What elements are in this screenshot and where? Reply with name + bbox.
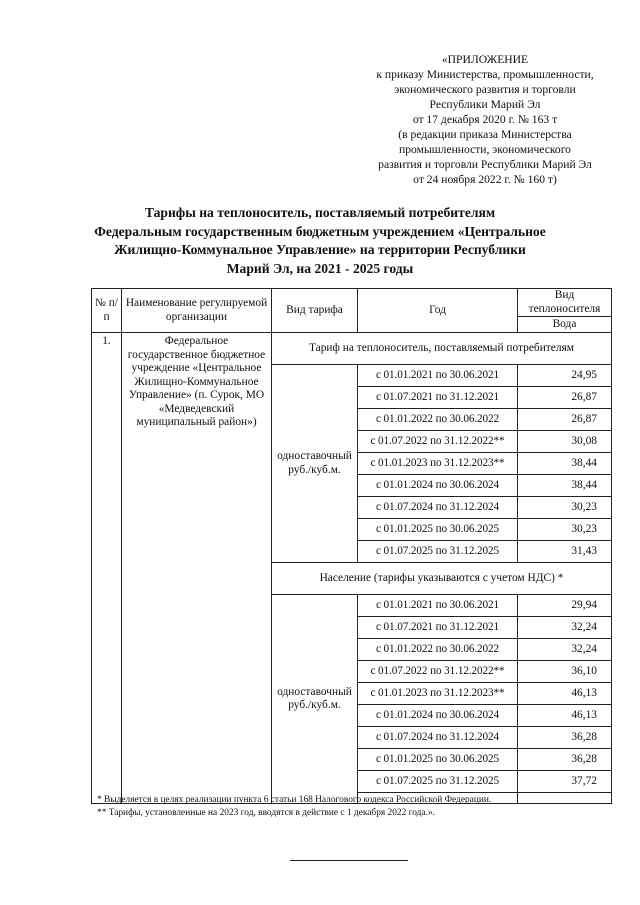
header-line: Республики Марий Эл bbox=[429, 98, 541, 111]
period-cell: с 01.01.2024 по 30.06.2024 bbox=[358, 475, 518, 497]
header-line: от 17 декабря 2020 г. № 163 т bbox=[412, 113, 558, 126]
value-cell: 46,13 bbox=[518, 683, 612, 705]
section-title: Тариф на теплоноситель, поставляемый потребителям bbox=[272, 333, 612, 365]
value-cell: 30,23 bbox=[518, 519, 612, 541]
header-org: Наименование регулируемой организации bbox=[122, 289, 272, 333]
value-cell: 32,24 bbox=[518, 639, 612, 661]
header-line: «ПРИЛОЖЕНИЕ bbox=[441, 53, 529, 66]
header-line: промышленности, экономического bbox=[399, 143, 571, 156]
title-line: Тарифы на теплоноситель, поставляемый потребителям bbox=[144, 205, 496, 220]
footnote: ** Тарифы, установленные на 2023 год, вводятся в действие с 1 декабря 2022 года.». bbox=[97, 808, 435, 818]
period-cell: с 01.01.2021 по 30.06.2021 bbox=[358, 595, 518, 617]
period-cell: с 01.07.2024 по 31.12.2024 bbox=[358, 727, 518, 749]
header-carrier: Вид теплоносителя bbox=[518, 289, 612, 317]
footnote: * Выделяется в целях реализации пункта 6 статьи 168 Налогового кодекса Российской Федерации. bbox=[97, 795, 492, 805]
title-line: Жилищно-Коммунальное Управление» на территории Республики bbox=[114, 242, 526, 257]
value-cell: 36,28 bbox=[518, 727, 612, 749]
value-cell: 38,44 bbox=[518, 453, 612, 475]
value-cell: 26,87 bbox=[518, 409, 612, 431]
value-cell: 31,43 bbox=[518, 541, 612, 563]
period-cell: с 01.07.2021 по 31.12.2021 bbox=[358, 387, 518, 409]
organization-name: Федеральное государственное бюджетное учреждение «Центральное Жилищно-Коммунальное Управление» (п. Сурок, МО «Медведевский муниципальный район») bbox=[122, 333, 272, 804]
value-cell: 30,23 bbox=[518, 497, 612, 519]
value-cell: 30,08 bbox=[518, 431, 612, 453]
header-water: Вода bbox=[518, 317, 612, 333]
period-cell: с 01.07.2025 по 31.12.2025 bbox=[358, 541, 518, 563]
period-cell: с 01.01.2023 по 31.12.2023** bbox=[358, 453, 518, 475]
header-line: от 24 ноября 2022 г. № 160 т) bbox=[413, 173, 557, 186]
period-cell: с 01.01.2024 по 30.06.2024 bbox=[358, 705, 518, 727]
document-title bbox=[60, 204, 580, 278]
section-title: Население (тарифы указываются с учетом НДС) * bbox=[272, 563, 612, 595]
header-tariff-type: Вид тарифа bbox=[272, 289, 358, 333]
period-cell: с 01.07.2022 по 31.12.2022** bbox=[358, 661, 518, 683]
header-year: Год bbox=[358, 289, 518, 333]
value-cell: 37,72 bbox=[518, 771, 612, 793]
period-cell: с 01.01.2023 по 31.12.2023** bbox=[358, 683, 518, 705]
period-cell: с 01.07.2024 по 31.12.2024 bbox=[358, 497, 518, 519]
value-cell: 36,28 bbox=[518, 749, 612, 771]
period-cell: с 01.01.2025 по 30.06.2025 bbox=[358, 519, 518, 541]
header-line: экономического развития и торговли bbox=[394, 83, 576, 96]
value-cell: 46,13 bbox=[518, 705, 612, 727]
tariff-type: одноставочный руб./куб.м. bbox=[272, 595, 358, 804]
header-row bbox=[92, 289, 612, 317]
value-cell: 29,94 bbox=[518, 595, 612, 617]
row-number: 1. bbox=[92, 333, 122, 804]
section-row bbox=[92, 333, 612, 365]
header-num: № п/п bbox=[92, 289, 122, 333]
value-cell: 36,10 bbox=[518, 661, 612, 683]
header-line: развития и торговли Республики Марий Эл bbox=[378, 158, 592, 171]
title-line: Марий Эл, на 2021 - 2025 годы bbox=[226, 260, 414, 276]
value-cell: 24,95 bbox=[518, 365, 612, 387]
period-cell: с 01.07.2021 по 31.12.2021 bbox=[358, 617, 518, 639]
header-line: к приказу Министерства, промышленности, bbox=[376, 68, 594, 81]
period-cell: с 01.01.2021 по 30.06.2021 bbox=[358, 365, 518, 387]
period-cell: с 01.01.2022 по 30.06.2022 bbox=[358, 409, 518, 431]
period-cell: с 01.01.2025 по 30.06.2025 bbox=[358, 749, 518, 771]
title-line: Федеральным государственным бюджетным учреждением «Центральное bbox=[94, 223, 546, 239]
tariff-table bbox=[91, 288, 612, 804]
tariff-type: одноставочный руб./куб.м. bbox=[272, 365, 358, 563]
period-cell: с 01.07.2025 по 31.12.2025 bbox=[358, 771, 518, 793]
period-cell: с 01.01.2022 по 30.06.2022 bbox=[358, 639, 518, 661]
footnotes bbox=[97, 794, 617, 820]
appendix-header bbox=[350, 52, 620, 187]
value-cell: 26,87 bbox=[518, 387, 612, 409]
value-cell: 32,24 bbox=[518, 617, 612, 639]
period-cell: с 01.07.2022 по 31.12.2022** bbox=[358, 431, 518, 453]
separator-line bbox=[290, 860, 408, 861]
header-line: (в редакции приказа Министерства bbox=[398, 128, 572, 141]
value-cell: 38,44 bbox=[518, 475, 612, 497]
